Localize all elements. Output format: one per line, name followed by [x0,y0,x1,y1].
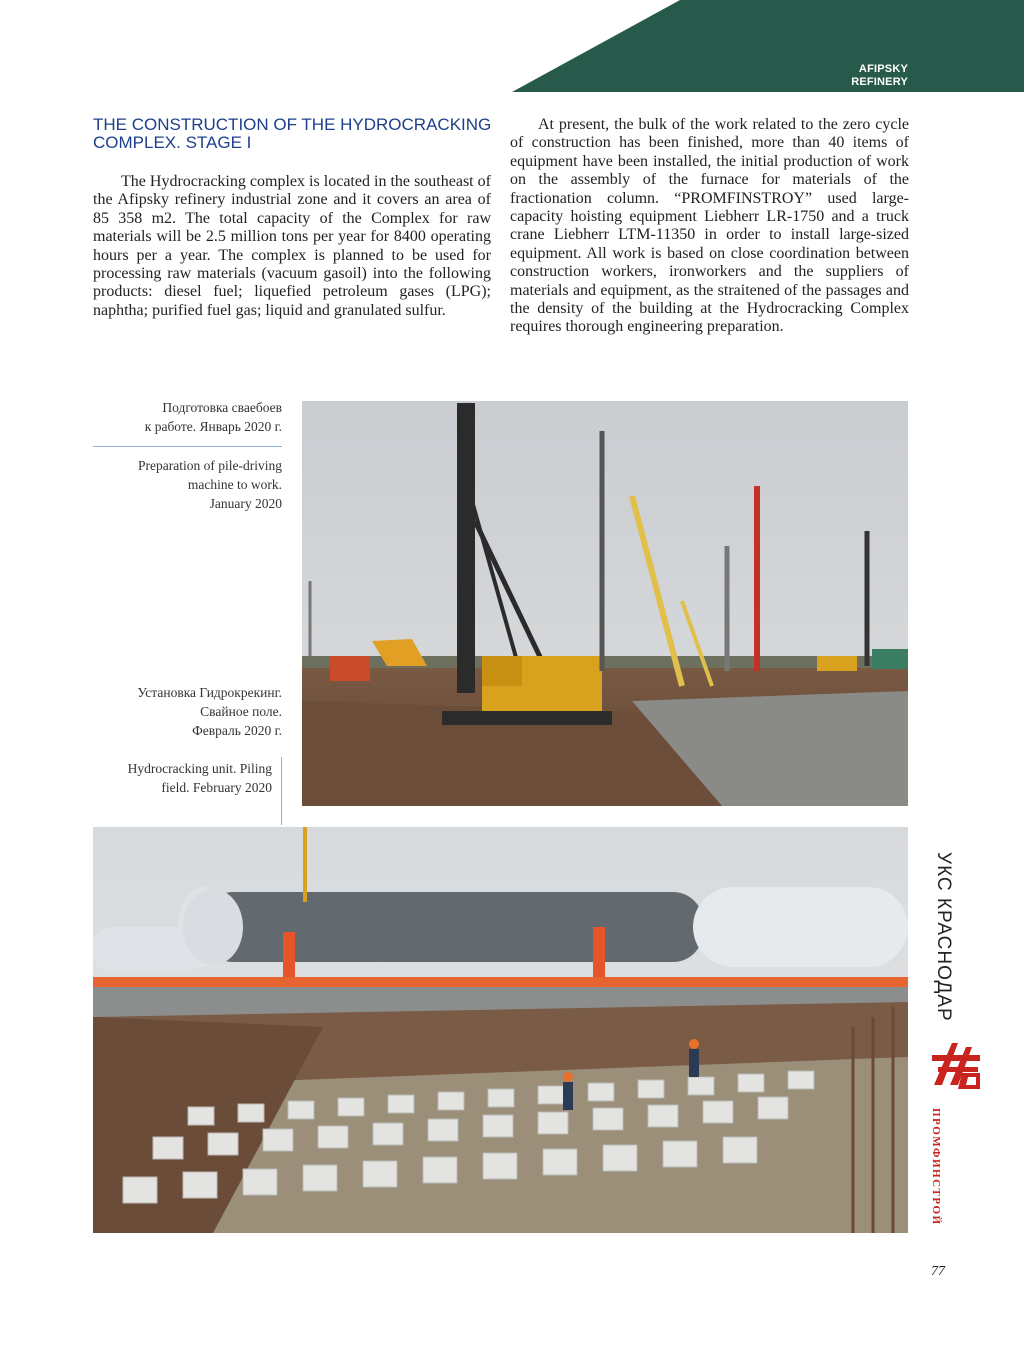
caption-line: machine to work. [187,477,282,492]
section-tag [851,63,908,89]
article-column-right [510,116,909,337]
caption-line: field. February 2020 [161,780,272,795]
photo1-caption-en [138,456,282,513]
page-number: 77 [931,1264,945,1279]
promfinstroy-logo-icon [928,1037,984,1093]
photo-piling-field [93,827,908,1233]
caption-line: Hydrocracking unit. Piling [127,761,272,776]
caption-divider [93,446,282,447]
photo-pile-driving-machines [302,401,908,806]
photo2-caption-ru [137,683,282,740]
photo2-caption-en [128,759,272,797]
caption-line: Свайное поле. [200,704,282,719]
article-paragraph: The Hydrocracking complex is located in the southeast of the Afipsky refinery industrial zone and it covers an area of 85 358 m2. The total capacity of the Complex for raw materials will be 2.5 million tons per year for 8400 operating hours per a year. The complex is planned to be used for processing raw materials (vacuum gasoil) into the following products: diesel fuel; liquefied petroleum gases (LPG); naphtha; purified fuel gas; liquid and granulated sulfur. [93,173,491,319]
article-paragraph: At present, the bulk of the work related to the zero cycle of construction has been finished, more than 40 items of equipment have been installed, the initial production of work on the assembly of the furnace for materials of the fractionation column. “PROMFINSTROY” used large-capacity hoisting equipment Liebherr LR-1750 and a truck crane Liebherr LTM-11350 in order to install large-sized equipment. All work is based on close coordination between construction workers, ironworkers and the suppliers of materials and equipment, as the straitened of the passages and the density of the building at the Hydrocracking Complex requires thorough engineering preparation. [510,116,909,336]
article-column-left [93,173,491,320]
section-tag-line2: REFINERY [851,76,908,88]
photo1-caption-ru [145,398,282,436]
caption-line: Подготовка сваебоев [162,400,282,415]
caption-line: Preparation of pile-driving [138,458,282,473]
caption-line: January 2020 [209,496,282,511]
caption-line: к работе. Январь 2020 г. [144,419,282,434]
article-title: THE CONSTRUCTION OF THE HYDROCRACKING COMPLEX. STAGE I [93,115,492,152]
sidebar-brand-uks: УКС КРАСНОДАР [933,852,954,1022]
sidebar-brand-promfinstroy: ПРОМФИНСТРОЙ [930,1108,942,1226]
caption-line: Установка Гидрокрекинг. [137,685,282,700]
section-tag-line1: AFIPSKY [858,63,908,75]
caption-divider-vertical [281,757,282,825]
caption-line: Февраль 2020 г. [192,723,282,738]
